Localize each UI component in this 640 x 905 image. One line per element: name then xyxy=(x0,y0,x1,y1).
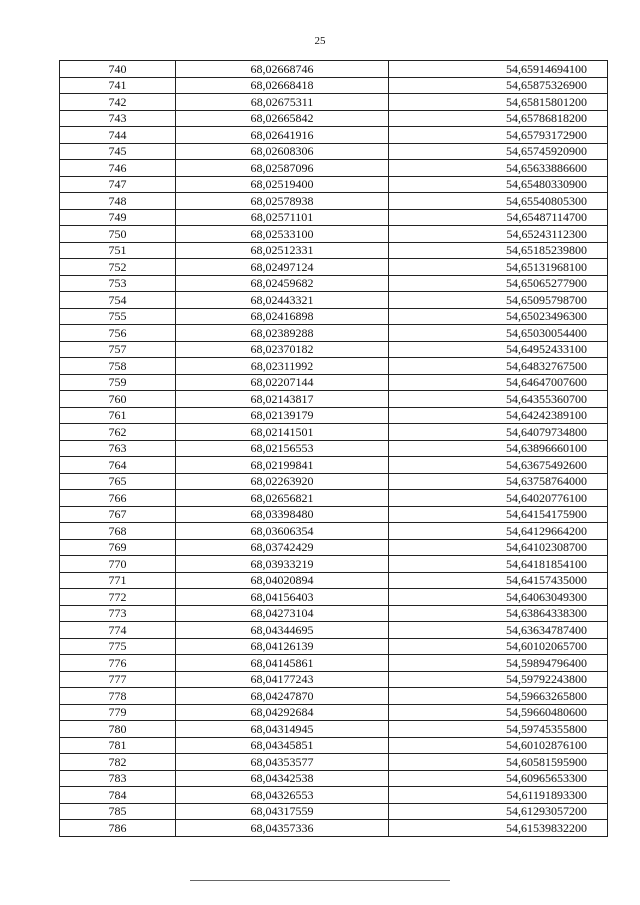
point-number-cell: 766 xyxy=(60,490,176,507)
table-row xyxy=(60,374,608,391)
coordinate-y-cell: 54,65633886600 xyxy=(389,160,608,177)
table-row xyxy=(60,539,608,556)
point-number-cell: 747 xyxy=(60,176,176,193)
coordinate-y-cell: 54,65540805300 xyxy=(389,193,608,210)
table-row xyxy=(60,94,608,111)
coordinate-y-cell: 54,61539832200 xyxy=(389,820,608,837)
coordinate-y-cell: 54,59663265800 xyxy=(389,688,608,705)
point-number-cell: 763 xyxy=(60,440,176,457)
point-number-cell: 758 xyxy=(60,358,176,375)
table-row xyxy=(60,127,608,144)
coordinate-y-cell: 54,65745920900 xyxy=(389,143,608,160)
table-row xyxy=(60,358,608,375)
coordinate-x-cell: 68,02665842 xyxy=(176,110,389,127)
coordinate-x-cell: 68,02668746 xyxy=(176,61,389,78)
table-row xyxy=(60,77,608,94)
coordinate-x-cell: 68,02311992 xyxy=(176,358,389,375)
table-row xyxy=(60,506,608,523)
point-number-cell: 779 xyxy=(60,704,176,721)
table-row xyxy=(60,457,608,474)
coordinate-y-cell: 54,65185239800 xyxy=(389,242,608,259)
coordinate-y-cell: 54,64952433100 xyxy=(389,341,608,358)
point-number-cell: 741 xyxy=(60,77,176,94)
point-number-cell: 752 xyxy=(60,259,176,276)
coordinate-y-cell: 54,63896660100 xyxy=(389,440,608,457)
table-row xyxy=(60,61,608,78)
point-number-cell: 769 xyxy=(60,539,176,556)
coordinate-y-cell: 54,65131968100 xyxy=(389,259,608,276)
coordinate-y-cell: 54,63864338300 xyxy=(389,605,608,622)
coordinate-y-cell: 54,65875326900 xyxy=(389,77,608,94)
coordinate-x-cell: 68,04156403 xyxy=(176,589,389,606)
table-row xyxy=(60,341,608,358)
point-number-cell: 765 xyxy=(60,473,176,490)
table-row xyxy=(60,803,608,820)
point-number-cell: 742 xyxy=(60,94,176,111)
point-number-cell: 755 xyxy=(60,308,176,325)
footer-divider xyxy=(190,880,450,881)
coordinate-x-cell: 68,02512331 xyxy=(176,242,389,259)
point-number-cell: 750 xyxy=(60,226,176,243)
point-number-cell: 771 xyxy=(60,572,176,589)
table-row xyxy=(60,770,608,787)
point-number-cell: 774 xyxy=(60,622,176,639)
coordinate-y-cell: 54,65815801200 xyxy=(389,94,608,111)
point-number-cell: 775 xyxy=(60,638,176,655)
table-row xyxy=(60,622,608,639)
coordinate-x-cell: 68,02497124 xyxy=(176,259,389,276)
coordinate-x-cell: 68,04020894 xyxy=(176,572,389,589)
point-number-cell: 761 xyxy=(60,407,176,424)
coordinate-x-cell: 68,02143817 xyxy=(176,391,389,408)
point-number-cell: 773 xyxy=(60,605,176,622)
table-row xyxy=(60,176,608,193)
table-row xyxy=(60,638,608,655)
table-row xyxy=(60,655,608,672)
coordinate-y-cell: 54,64020776100 xyxy=(389,490,608,507)
coordinate-y-cell: 54,64181854100 xyxy=(389,556,608,573)
coordinate-x-cell: 68,02533100 xyxy=(176,226,389,243)
table-row xyxy=(60,308,608,325)
coordinate-x-cell: 68,02199841 xyxy=(176,457,389,474)
point-number-cell: 782 xyxy=(60,754,176,771)
coordinate-x-cell: 68,04145861 xyxy=(176,655,389,672)
table-row xyxy=(60,490,608,507)
point-number-cell: 783 xyxy=(60,770,176,787)
coordinate-x-cell: 68,04177243 xyxy=(176,671,389,688)
coordinate-y-cell: 54,65065277900 xyxy=(389,275,608,292)
table-row xyxy=(60,473,608,490)
coordinate-x-cell: 68,04342538 xyxy=(176,770,389,787)
coordinate-x-cell: 68,02571101 xyxy=(176,209,389,226)
coordinate-x-cell: 68,02459682 xyxy=(176,275,389,292)
point-number-cell: 764 xyxy=(60,457,176,474)
table-row xyxy=(60,226,608,243)
table-row xyxy=(60,424,608,441)
table-row xyxy=(60,242,608,259)
coordinate-y-cell: 54,65914694100 xyxy=(389,61,608,78)
point-number-cell: 780 xyxy=(60,721,176,738)
table-row xyxy=(60,193,608,210)
coordinate-y-cell: 54,64157435000 xyxy=(389,572,608,589)
coordinate-x-cell: 68,04314945 xyxy=(176,721,389,738)
coordinate-y-cell: 54,60581595900 xyxy=(389,754,608,771)
coordinate-x-cell: 68,04326553 xyxy=(176,787,389,804)
point-number-cell: 759 xyxy=(60,374,176,391)
point-number-cell: 781 xyxy=(60,737,176,754)
coordinate-x-cell: 68,02207144 xyxy=(176,374,389,391)
coordinate-y-cell: 54,65793172900 xyxy=(389,127,608,144)
coordinate-x-cell: 68,02370182 xyxy=(176,341,389,358)
coordinate-y-cell: 54,64355360700 xyxy=(389,391,608,408)
coordinate-x-cell: 68,02263920 xyxy=(176,473,389,490)
coordinate-x-cell: 68,03933219 xyxy=(176,556,389,573)
table-row xyxy=(60,110,608,127)
point-number-cell: 746 xyxy=(60,160,176,177)
coordinate-y-cell: 54,61191893300 xyxy=(389,787,608,804)
coordinate-x-cell: 68,04126139 xyxy=(176,638,389,655)
table-row xyxy=(60,671,608,688)
coordinates-table xyxy=(59,60,608,837)
table-row xyxy=(60,737,608,754)
coordinate-x-cell: 68,03742429 xyxy=(176,539,389,556)
coordinate-y-cell: 54,65487114700 xyxy=(389,209,608,226)
point-number-cell: 784 xyxy=(60,787,176,804)
coordinate-y-cell: 54,59745355800 xyxy=(389,721,608,738)
point-number-cell: 772 xyxy=(60,589,176,606)
coordinate-x-cell: 68,02587096 xyxy=(176,160,389,177)
coordinate-x-cell: 68,04317559 xyxy=(176,803,389,820)
point-number-cell: 786 xyxy=(60,820,176,837)
point-number-cell: 768 xyxy=(60,523,176,540)
coordinate-x-cell: 68,04273104 xyxy=(176,605,389,622)
table-row xyxy=(60,160,608,177)
page-number: 25 xyxy=(314,35,326,47)
coordinate-y-cell: 54,65095798700 xyxy=(389,292,608,309)
coordinate-y-cell: 54,61293057200 xyxy=(389,803,608,820)
table-row xyxy=(60,325,608,342)
coordinate-y-cell: 54,64063049300 xyxy=(389,589,608,606)
point-number-cell: 770 xyxy=(60,556,176,573)
point-number-cell: 785 xyxy=(60,803,176,820)
point-number-cell: 740 xyxy=(60,61,176,78)
coordinate-x-cell: 68,02641916 xyxy=(176,127,389,144)
point-number-cell: 748 xyxy=(60,193,176,210)
coordinate-y-cell: 54,65243112300 xyxy=(389,226,608,243)
table-row xyxy=(60,589,608,606)
coordinate-y-cell: 54,65023496300 xyxy=(389,308,608,325)
coordinate-x-cell: 68,04345851 xyxy=(176,737,389,754)
point-number-cell: 744 xyxy=(60,127,176,144)
coordinate-x-cell: 68,04344695 xyxy=(176,622,389,639)
coordinate-y-cell: 54,63675492600 xyxy=(389,457,608,474)
point-number-cell: 754 xyxy=(60,292,176,309)
coordinate-x-cell: 68,04247870 xyxy=(176,688,389,705)
coordinate-x-cell: 68,02675311 xyxy=(176,94,389,111)
table-row xyxy=(60,704,608,721)
table-row xyxy=(60,275,608,292)
coordinate-x-cell: 68,02139179 xyxy=(176,407,389,424)
coordinate-y-cell: 54,65480330900 xyxy=(389,176,608,193)
coordinate-x-cell: 68,02443321 xyxy=(176,292,389,309)
table-row xyxy=(60,407,608,424)
coordinate-x-cell: 68,04353577 xyxy=(176,754,389,771)
table-row xyxy=(60,787,608,804)
table-row xyxy=(60,556,608,573)
coordinates-table-body xyxy=(60,61,608,837)
coordinate-x-cell: 68,03606354 xyxy=(176,523,389,540)
point-number-cell: 753 xyxy=(60,275,176,292)
table-row xyxy=(60,523,608,540)
coordinate-x-cell: 68,02519400 xyxy=(176,176,389,193)
point-number-cell: 743 xyxy=(60,110,176,127)
coordinate-y-cell: 54,60965653300 xyxy=(389,770,608,787)
coordinate-y-cell: 54,64102308700 xyxy=(389,539,608,556)
table-row xyxy=(60,688,608,705)
table-row xyxy=(60,391,608,408)
coordinate-x-cell: 68,02668418 xyxy=(176,77,389,94)
coordinate-x-cell: 68,02656821 xyxy=(176,490,389,507)
coordinate-x-cell: 68,02141501 xyxy=(176,424,389,441)
table-row xyxy=(60,440,608,457)
coordinate-y-cell: 54,64079734800 xyxy=(389,424,608,441)
coordinate-y-cell: 54,60102876100 xyxy=(389,737,608,754)
table-row xyxy=(60,820,608,837)
coordinate-y-cell: 54,63758764000 xyxy=(389,473,608,490)
coordinate-y-cell: 54,64647007600 xyxy=(389,374,608,391)
table-row xyxy=(60,143,608,160)
table-row xyxy=(60,209,608,226)
point-number-cell: 756 xyxy=(60,325,176,342)
coordinate-x-cell: 68,03398480 xyxy=(176,506,389,523)
table-row xyxy=(60,721,608,738)
coordinate-x-cell: 68,02389288 xyxy=(176,325,389,342)
point-number-cell: 777 xyxy=(60,671,176,688)
coordinate-x-cell: 68,02416898 xyxy=(176,308,389,325)
coordinate-y-cell: 54,60102065700 xyxy=(389,638,608,655)
coordinate-y-cell: 54,64832767500 xyxy=(389,358,608,375)
point-number-cell: 745 xyxy=(60,143,176,160)
table-row xyxy=(60,605,608,622)
point-number-cell: 760 xyxy=(60,391,176,408)
point-number-cell: 767 xyxy=(60,506,176,523)
coordinate-x-cell: 68,02578938 xyxy=(176,193,389,210)
point-number-cell: 757 xyxy=(60,341,176,358)
coordinate-x-cell: 68,02608306 xyxy=(176,143,389,160)
coordinate-x-cell: 68,04357336 xyxy=(176,820,389,837)
point-number-cell: 776 xyxy=(60,655,176,672)
coordinate-y-cell: 54,65030054400 xyxy=(389,325,608,342)
table-row xyxy=(60,259,608,276)
coordinate-y-cell: 54,64129664200 xyxy=(389,523,608,540)
table-row xyxy=(60,572,608,589)
coordinate-x-cell: 68,04292684 xyxy=(176,704,389,721)
coordinate-y-cell: 54,59792243800 xyxy=(389,671,608,688)
coordinate-y-cell: 54,63634787400 xyxy=(389,622,608,639)
coordinate-y-cell: 54,59660480600 xyxy=(389,704,608,721)
point-number-cell: 749 xyxy=(60,209,176,226)
coordinate-y-cell: 54,65786818200 xyxy=(389,110,608,127)
coordinate-y-cell: 54,64154175900 xyxy=(389,506,608,523)
point-number-cell: 762 xyxy=(60,424,176,441)
coordinate-y-cell: 54,64242389100 xyxy=(389,407,608,424)
table-row xyxy=(60,292,608,309)
point-number-cell: 751 xyxy=(60,242,176,259)
table-row xyxy=(60,754,608,771)
point-number-cell: 778 xyxy=(60,688,176,705)
coordinate-x-cell: 68,02156553 xyxy=(176,440,389,457)
coordinate-y-cell: 54,59894796400 xyxy=(389,655,608,672)
